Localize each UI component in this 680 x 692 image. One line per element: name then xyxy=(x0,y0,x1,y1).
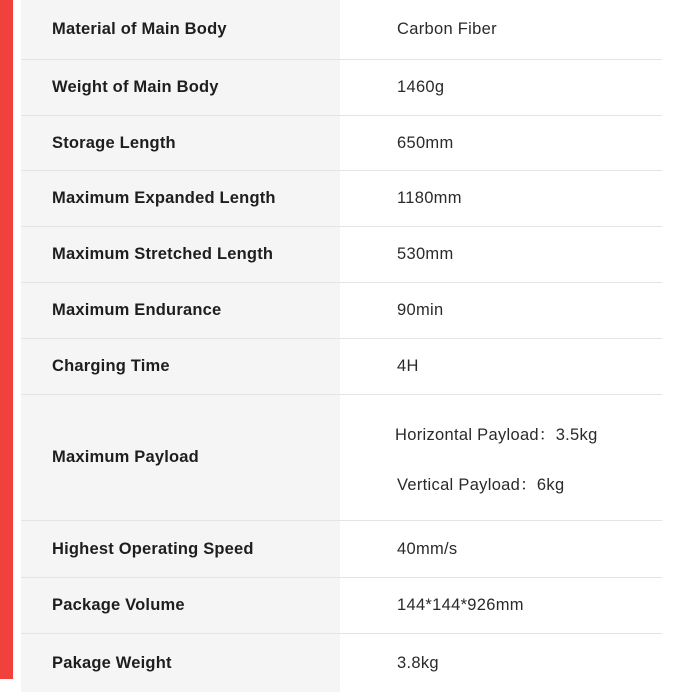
spec-value xyxy=(340,0,662,59)
spec-value-text: 144*144*926mm xyxy=(397,596,524,614)
spec-value xyxy=(340,60,662,115)
spec-value-text: Horizontal Payload：3.5kg xyxy=(395,425,598,444)
spec-row-endurance xyxy=(21,283,662,339)
spec-value-text: 4H xyxy=(397,357,419,375)
spec-table xyxy=(21,0,662,692)
spec-row-package-volume xyxy=(21,578,662,634)
spec-value-text: 3.8kg xyxy=(397,653,439,672)
spec-label: Storage Length xyxy=(21,116,340,170)
spec-label: Highest Operating Speed xyxy=(21,521,340,577)
spec-value xyxy=(340,283,662,338)
spec-value-text: 1180mm xyxy=(397,189,462,207)
spec-value-text: 1460g xyxy=(397,78,445,96)
spec-value-text: 90min xyxy=(397,301,444,319)
spec-row-operating-speed xyxy=(21,521,662,578)
spec-label: Material of Main Body xyxy=(21,0,340,59)
spec-value-text: Vertical Payload：6kg xyxy=(397,475,565,494)
spec-row-charging-time xyxy=(21,339,662,395)
spec-value xyxy=(340,339,662,394)
spec-value xyxy=(340,227,662,282)
spec-value-text: Carbon Fiber xyxy=(397,20,497,38)
spec-label: Maximum Endurance xyxy=(21,283,340,338)
spec-label: Maximum Stretched Length xyxy=(21,227,340,282)
spec-row-weight xyxy=(21,60,662,116)
accent-bar xyxy=(0,0,13,679)
spec-label: Charging Time xyxy=(21,339,340,394)
spec-value xyxy=(340,578,662,633)
spec-row-storage-length xyxy=(21,116,662,171)
spec-row-stretched-length xyxy=(21,227,662,283)
spec-row-expanded-length xyxy=(21,171,662,227)
spec-value xyxy=(340,395,662,520)
spec-value xyxy=(340,634,662,692)
spec-value xyxy=(340,116,662,170)
spec-value xyxy=(340,521,662,577)
spec-row-package-weight xyxy=(21,634,662,692)
spec-row-material xyxy=(21,0,662,60)
spec-value-text: 530mm xyxy=(397,245,454,263)
spec-label: Pakage Weight xyxy=(21,634,340,692)
spec-value xyxy=(340,171,662,226)
spec-label: Maximum Payload xyxy=(21,395,340,520)
spec-value-text: 40mm/s xyxy=(397,539,458,558)
spec-label: Maximum Expanded Length xyxy=(21,171,340,226)
spec-label: Weight of Main Body xyxy=(21,60,340,115)
spec-label: Package Volume xyxy=(21,578,340,633)
spec-row-payload xyxy=(21,395,662,521)
spec-value-text: 650mm xyxy=(397,133,454,152)
